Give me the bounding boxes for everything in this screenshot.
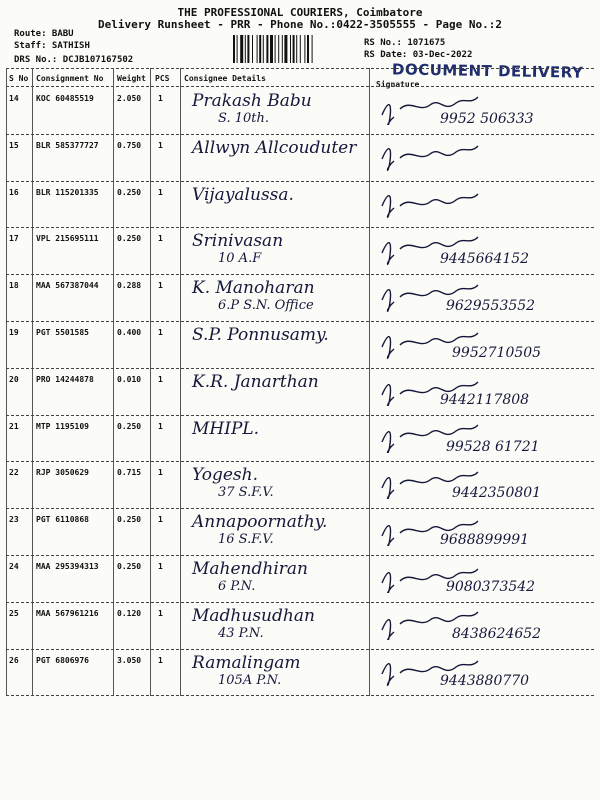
table-row xyxy=(0,134,600,181)
row-weight: 0.250 xyxy=(117,515,142,525)
row-sno: 20 xyxy=(9,374,19,384)
consignee-address: 37 S.F.V. xyxy=(218,485,274,501)
row-consignment-no: MTP 1195109 xyxy=(36,421,89,431)
row-weight: 0.250 xyxy=(117,562,142,571)
consignee-name: Madhusudhan xyxy=(192,605,315,626)
consignee-name: K. Manoharan xyxy=(192,278,315,299)
signature-phone: 9080373542 xyxy=(446,579,536,595)
consignee-name: S.P. Ponnusamy. xyxy=(192,325,329,345)
row-consignment-no: VPL 215695111 xyxy=(36,234,99,244)
document-delivery-stamp: DOCUMENT DELIVERY xyxy=(391,60,584,82)
consignee-address: 6 P.N. xyxy=(218,579,256,594)
table-row xyxy=(0,461,600,508)
consignee-name: MHIPL. xyxy=(192,418,260,439)
row-sno: 23 xyxy=(9,515,19,525)
row-consignment-no: MAA 567961216 xyxy=(36,608,99,618)
row-consignment-no: BLR 585377727 xyxy=(36,140,99,150)
row-pcs: 1 xyxy=(158,187,163,197)
row-consignment-no: RJP 3050629 xyxy=(36,468,89,478)
row-consignment-no: PRO 14244878 xyxy=(36,374,94,384)
table-row xyxy=(0,181,600,228)
consignee-name: Yogesh. xyxy=(192,465,258,486)
row-weight: 2.050 xyxy=(117,94,142,103)
route-label: Route: BABU xyxy=(14,29,74,39)
row-sno: 26 xyxy=(9,655,19,665)
row-consignment-no: MAA 295394313 xyxy=(36,562,99,571)
consignee-name: Ramalingam xyxy=(192,652,301,673)
signature-phone: 9952 506333 xyxy=(440,111,534,127)
col-signature: Signature xyxy=(376,80,420,89)
row-pcs: 1 xyxy=(158,234,163,244)
row-sno: 24 xyxy=(9,562,19,571)
table-row xyxy=(0,415,600,462)
row-sno: 14 xyxy=(9,94,19,103)
row-sno: 22 xyxy=(9,468,19,478)
header-top-rule xyxy=(6,68,594,69)
row-sno: 25 xyxy=(9,608,19,618)
signature-phone: 9952710505 xyxy=(452,345,542,361)
table-row xyxy=(0,227,600,274)
row-sno: 16 xyxy=(9,187,19,197)
row-weight: 0.120 xyxy=(117,608,142,618)
row-pcs: 1 xyxy=(158,140,163,150)
table-row xyxy=(0,87,600,134)
col-pcs: PCS xyxy=(155,74,170,83)
signature-phone: 9629553552 xyxy=(446,298,536,315)
signature-phone: 9442117808 xyxy=(440,391,530,408)
signature-scribble xyxy=(378,185,498,219)
table-row xyxy=(0,508,600,555)
row-consignment-no: PGT 6806976 xyxy=(36,655,89,665)
table-row xyxy=(0,555,600,602)
consignee-name: Allwyn Allcouduter xyxy=(192,137,357,158)
row-pcs: 1 xyxy=(158,655,163,665)
consignee-name: Annapoornathy. xyxy=(192,512,328,533)
rs-number: RS No.: 1071675 xyxy=(364,38,446,48)
col-weight: Weight xyxy=(117,74,146,83)
table-row xyxy=(0,602,600,649)
row-sno: 21 xyxy=(9,421,19,431)
signature-phone: 9445664152 xyxy=(440,251,530,268)
row-consignment-no: PGT 6110868 xyxy=(36,515,89,525)
row-sno: 17 xyxy=(9,234,19,244)
row-pcs: 1 xyxy=(158,562,163,571)
row-pcs: 1 xyxy=(158,421,163,431)
consignee-name: Prakash Babu xyxy=(192,91,312,111)
row-weight: 0.250 xyxy=(117,187,142,197)
signature-phone: 9688899991 xyxy=(440,532,530,549)
consignee-name: Vijayalussa. xyxy=(192,184,294,205)
consignee-address: 105A P.N. xyxy=(218,672,282,688)
row-pcs: 1 xyxy=(158,608,163,618)
signature-phone: 8438624652 xyxy=(452,625,542,642)
row-weight: 0.750 xyxy=(117,140,142,150)
row-weight: 0.400 xyxy=(117,328,142,337)
row-consignment-no: KOC 60485519 xyxy=(36,94,94,103)
signature-phone: 9443880770 xyxy=(440,672,530,689)
row-sno: 15 xyxy=(9,140,19,150)
row-weight: 3.050 xyxy=(117,655,142,665)
col-consignment: Consignment No xyxy=(36,74,104,83)
company-title: THE PROFESSIONAL COURIERS, Coimbatore xyxy=(177,6,423,19)
row-consignment-no: MAA 567387044 xyxy=(36,281,99,291)
row-weight: 0.250 xyxy=(117,421,142,431)
row-pcs: 1 xyxy=(158,515,163,525)
barcode xyxy=(232,35,358,63)
row-pcs: 1 xyxy=(158,94,163,103)
consignee-address: 16 S.F.V. xyxy=(218,532,274,548)
row-weight: 0.250 xyxy=(117,234,142,244)
signature-scribble xyxy=(378,138,498,172)
row-weight: 0.715 xyxy=(117,468,142,478)
consignee-name: Mahendhiran xyxy=(192,559,308,579)
row-consignment-no: PGT 5501585 xyxy=(36,328,89,337)
row-pcs: 1 xyxy=(158,328,163,337)
signature-phone: 99528 61721 xyxy=(446,438,540,455)
table-row xyxy=(0,368,600,415)
consignee-name: Srinivasan xyxy=(192,231,284,252)
staff-label: Staff: SATHISH xyxy=(14,41,90,51)
table-row xyxy=(0,649,600,696)
row-pcs: 1 xyxy=(158,374,163,384)
col-consignee: Consignee Details xyxy=(184,74,266,83)
row-divider xyxy=(6,695,594,696)
consignee-address: 43 P.N. xyxy=(218,625,264,641)
row-weight: 0.010 xyxy=(117,374,142,384)
row-weight: 0.288 xyxy=(117,281,142,291)
col-sno: S No xyxy=(9,74,29,83)
consignee-name: K.R. Janarthan xyxy=(192,371,319,392)
row-sno: 19 xyxy=(9,328,19,337)
signature-phone: 9442350801 xyxy=(452,485,542,502)
consignee-address: 6.P S.N. Office xyxy=(218,298,314,314)
consignee-address: S. 10th. xyxy=(218,111,269,126)
rs-date: RS Date: 03-Dec-2022 xyxy=(364,50,473,60)
consignee-address: 10 A.F xyxy=(218,251,262,267)
table-row xyxy=(0,321,600,368)
table-row xyxy=(0,274,600,321)
row-consignment-no: BLR 115201335 xyxy=(36,187,99,197)
drs-number: DRS No.: DCJB107167502 xyxy=(14,55,134,65)
row-pcs: 1 xyxy=(158,468,163,478)
row-sno: 18 xyxy=(9,281,19,291)
runsheet-title: Delivery Runsheet - PRR - Phone No.:0422-3505555 - Page No.:2 xyxy=(98,18,502,31)
row-pcs: 1 xyxy=(158,281,163,291)
